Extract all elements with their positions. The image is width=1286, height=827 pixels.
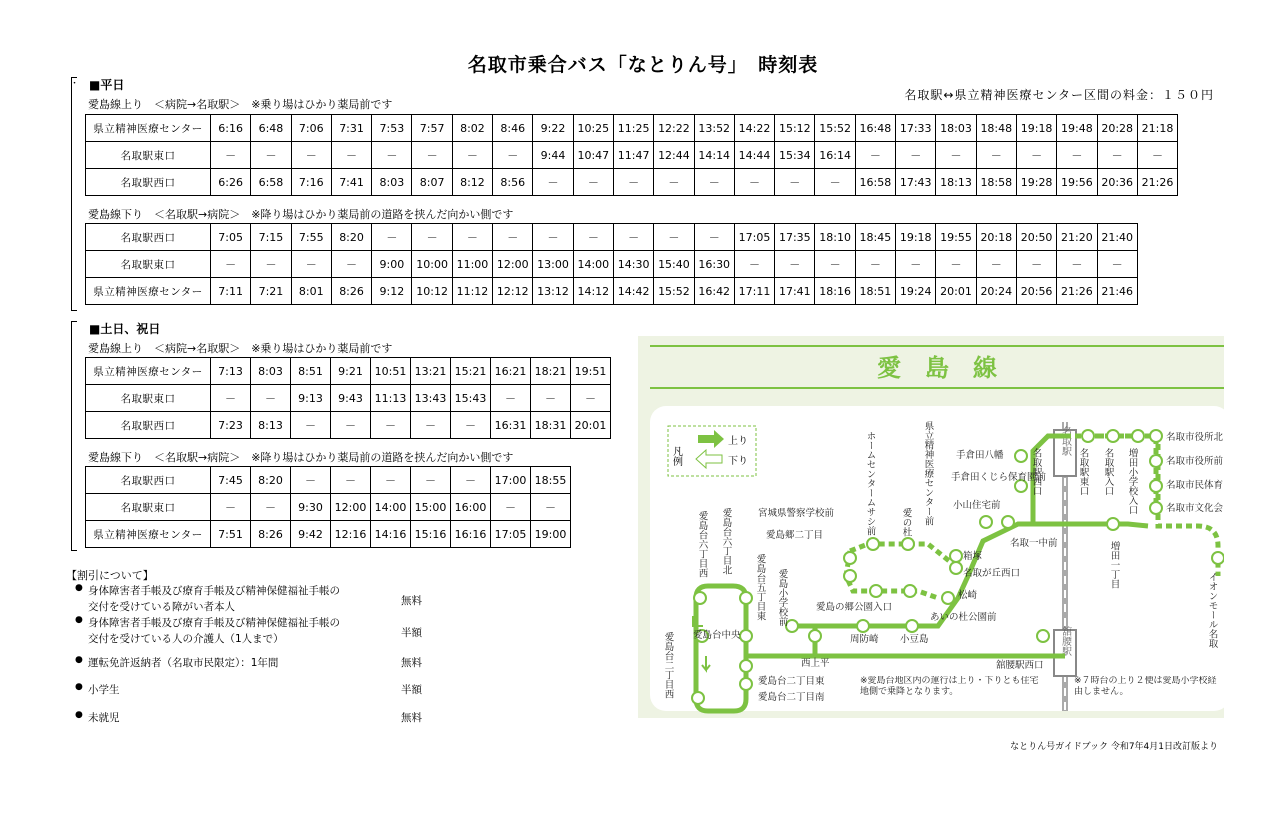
time-cell: 8:03 (251, 358, 291, 385)
time-cell: － (734, 169, 774, 196)
bracket-dot: ・ (70, 79, 80, 89)
time-cell: － (451, 467, 491, 494)
time-cell: － (251, 142, 291, 169)
stop-masuda-2: 増田一丁目 (1108, 541, 1120, 589)
time-cell: 6:48 (251, 115, 291, 142)
stop-hakozuka: 箱塚 (963, 551, 983, 562)
discount-fee: 半額 (401, 627, 422, 639)
stop-nishikamihira: 西上平 (801, 658, 830, 669)
page-title: 名取市乗合バス「なとりん号」 時刻表 (467, 54, 819, 76)
time-cell: 18:16 (815, 278, 855, 305)
stop-name-cell: 名取駅東口 (86, 251, 211, 278)
time-cell: － (654, 169, 694, 196)
holiday-down-table (85, 466, 571, 548)
time-cell: 21:46 (1097, 278, 1137, 305)
stop-name-cell: 名取駅西口 (86, 169, 211, 196)
time-cell: － (613, 224, 653, 251)
legend-down: 下り (728, 456, 748, 467)
weekday-down-caption: 愛島線下り ＜名取駅→病院＞ ※降り場はひかり薬局前の道路を挟んだ向かい側です (88, 208, 514, 221)
stop-mezashi-go: 愛島郷二丁目 (766, 530, 824, 541)
time-cell: 13:12 (533, 278, 573, 305)
timetable-row (86, 494, 571, 521)
time-cell: 21:26 (1057, 278, 1097, 305)
time-cell: 21:40 (1097, 224, 1137, 251)
time-cell: － (855, 142, 895, 169)
time-cell: 17:33 (896, 115, 936, 142)
time-cell: － (251, 251, 291, 278)
time-cell: － (654, 224, 694, 251)
time-cell: － (694, 169, 734, 196)
time-cell: 6:58 (251, 169, 291, 196)
discount-fee: 無料 (401, 657, 422, 669)
time-cell: 15:34 (775, 142, 815, 169)
time-cell: 8:02 (452, 115, 492, 142)
time-cell: 8:20 (331, 224, 371, 251)
time-cell: 11:13 (371, 385, 411, 412)
time-cell: 16:31 (491, 412, 531, 439)
stop-nichome-s: 愛島台二丁目南 (758, 692, 825, 703)
stop-name-cell: 県立精神医療センター (86, 278, 211, 305)
time-cell: － (493, 224, 533, 251)
time-cell: － (331, 142, 371, 169)
time-cell: － (1097, 142, 1137, 169)
time-cell: － (411, 412, 451, 439)
time-cell: 8:51 (291, 358, 331, 385)
time-cell: 15:40 (654, 251, 694, 278)
time-cell: － (493, 142, 533, 169)
timetable-row (86, 224, 1138, 251)
holiday-up-table (85, 357, 611, 439)
time-cell: 16:00 (451, 494, 491, 521)
stop-name-cell: 名取駅西口 (86, 412, 211, 439)
time-cell: 9:21 (331, 358, 371, 385)
time-cell: 17:11 (734, 278, 774, 305)
stop-name-cell: 県立精神医療センター (86, 521, 211, 548)
time-cell: 8:07 (412, 169, 452, 196)
map-note-1: ※愛島台地区内の運行は上り・下りとも住宅地側で乗降となります。 (860, 676, 1039, 697)
time-cell: 17:43 (896, 169, 936, 196)
time-cell: 8:26 (251, 521, 291, 548)
time-cell: 11:00 (452, 251, 492, 278)
time-cell: － (331, 251, 371, 278)
time-cell: 18:03 (936, 115, 976, 142)
time-cell: 12:22 (654, 115, 694, 142)
time-cell: 18:31 (531, 412, 571, 439)
stop-name-cell: 名取駅西口 (86, 467, 211, 494)
time-cell: － (491, 494, 531, 521)
time-cell: － (411, 467, 451, 494)
stop-mezashi-mori: 愛の杜 (900, 508, 912, 537)
time-cell: 17:05 (734, 224, 774, 251)
time-cell: － (936, 142, 976, 169)
time-cell: － (331, 412, 371, 439)
stop-prefectural: 県立精神医療センター前 (922, 421, 934, 526)
time-cell: － (896, 251, 936, 278)
time-cell: － (452, 224, 492, 251)
time-cell: － (976, 142, 1016, 169)
time-cell: 18:21 (531, 358, 571, 385)
time-cell: － (291, 251, 331, 278)
time-cell: － (371, 467, 411, 494)
time-cell: 7:51 (211, 521, 251, 548)
time-cell: 7:23 (211, 412, 251, 439)
time-cell: － (531, 385, 571, 412)
line-name: 愛 島 線 (877, 354, 997, 382)
time-cell: － (533, 224, 573, 251)
stop-masuda-sho: 増田小学校入口 (1126, 448, 1138, 515)
time-cell: 19:28 (1016, 169, 1056, 196)
time-cell: － (694, 224, 734, 251)
time-cell: 20:18 (976, 224, 1016, 251)
stop-name-cell: 県立精神医療センター (86, 358, 211, 385)
time-cell: 20:28 (1097, 115, 1137, 142)
time-cell: － (211, 142, 251, 169)
time-cell: － (896, 142, 936, 169)
time-cell: 7:31 (331, 115, 371, 142)
stop-city-hall-f: 名取市役所前 (1166, 456, 1224, 467)
time-cell: － (976, 251, 1016, 278)
time-cell: － (251, 494, 291, 521)
timetable-row (86, 142, 1178, 169)
time-cell: － (815, 169, 855, 196)
time-cell: 7:11 (211, 278, 251, 305)
time-cell: 12:00 (331, 494, 371, 521)
time-cell: 8:01 (291, 278, 331, 305)
stop-rokuchome-n: 愛島台六丁目北 (720, 508, 732, 575)
time-cell: 8:56 (493, 169, 533, 196)
weekday-up-caption: 愛島線上り ＜病院→名取駅＞ ※乗り場はひかり薬局前です (88, 98, 393, 111)
time-cell: 7:06 (291, 115, 331, 142)
time-cell: － (936, 251, 976, 278)
time-cell: － (491, 385, 531, 412)
tateshi-station-label: 舘腰駅 (1059, 626, 1071, 656)
time-cell: 14:00 (573, 251, 613, 278)
time-cell: － (1057, 251, 1097, 278)
time-cell: 18:58 (976, 169, 1016, 196)
time-cell: 9:13 (291, 385, 331, 412)
time-cell: 18:48 (976, 115, 1016, 142)
weekday-bracket (70, 77, 80, 311)
time-cell: 7:13 (211, 358, 251, 385)
time-cell: 8:26 (331, 278, 371, 305)
time-cell: 9:12 (372, 278, 412, 305)
time-cell: 20:24 (976, 278, 1016, 305)
stop-name-cell: 名取駅東口 (86, 494, 211, 521)
time-cell: － (1016, 142, 1056, 169)
time-cell: － (573, 169, 613, 196)
time-cell: － (573, 224, 613, 251)
stop-natori-entrance: 名取駅入口 (1102, 448, 1114, 496)
time-cell: 15:21 (451, 358, 491, 385)
time-cell: 20:56 (1016, 278, 1056, 305)
time-cell: 12:12 (493, 278, 533, 305)
time-cell: 17:05 (491, 521, 531, 548)
discount-fee: 無料 (401, 595, 422, 607)
time-cell: 10:00 (412, 251, 452, 278)
time-cell: 7:21 (251, 278, 291, 305)
stop-komamejima: 小豆島 (900, 634, 929, 645)
footer-source: なとりん号ガイドブック 令和7年4月1日改訂版より (1010, 742, 1218, 752)
time-cell: 16:30 (694, 251, 734, 278)
discount-heading: 【割引について】 (66, 569, 154, 582)
time-cell: 19:48 (1057, 115, 1097, 142)
time-cell: 10:25 (573, 115, 613, 142)
time-cell: 9:00 (372, 251, 412, 278)
time-cell: 14:30 (613, 251, 653, 278)
stop-name-cell: 県立精神医療センター (86, 115, 211, 142)
time-cell: 19:18 (1016, 115, 1056, 142)
holiday-down-caption: 愛島線下り ＜名取駅→病院＞ ※降り場はひかり薬局前の道路を挟んだ向かい側です (88, 451, 514, 464)
time-cell: 7:57 (412, 115, 452, 142)
timetable-row (86, 358, 611, 385)
time-cell: 9:30 (291, 494, 331, 521)
timetable-row (86, 412, 611, 439)
time-cell: 18:51 (855, 278, 895, 305)
time-cell: 20:50 (1016, 224, 1056, 251)
route-map-svg (638, 336, 1224, 718)
discount-fee: 無料 (401, 712, 422, 724)
time-cell: 16:58 (855, 169, 895, 196)
time-cell: 17:00 (491, 467, 531, 494)
stop-name-cell: 名取駅西口 (86, 224, 211, 251)
time-cell: － (291, 412, 331, 439)
stop-gochome-e: 愛島台五丁目東 (754, 554, 766, 621)
time-cell: － (571, 385, 611, 412)
time-cell: 7:45 (211, 467, 251, 494)
timetable-row (86, 385, 611, 412)
time-cell: 16:14 (815, 142, 855, 169)
time-cell: 14:22 (734, 115, 774, 142)
time-cell: － (452, 142, 492, 169)
stop-name-cell: 名取駅東口 (86, 142, 211, 169)
stop-suhozaki: 周防崎 (850, 634, 879, 645)
time-cell: － (613, 169, 653, 196)
time-cell: － (211, 385, 251, 412)
stop-name-cell: 名取駅東口 (86, 385, 211, 412)
time-cell: 20:36 (1097, 169, 1137, 196)
time-cell: 8:03 (372, 169, 412, 196)
stop-gaoka: 名取が丘西口 (963, 568, 1021, 579)
time-cell: 10:12 (412, 278, 452, 305)
timetable-row (86, 521, 571, 548)
time-cell: 18:55 (531, 467, 571, 494)
time-cell: 19:51 (571, 358, 611, 385)
time-cell: － (372, 142, 412, 169)
stop-rokuchome-w: 愛島台六丁目西 (696, 511, 708, 578)
time-cell: 7:53 (372, 115, 412, 142)
time-cell: 19:00 (531, 521, 571, 548)
time-cell: － (1097, 251, 1137, 278)
time-cell: － (291, 467, 331, 494)
stop-natori-west: 名取駅西口 (1030, 448, 1042, 496)
weekday-heading: ■平日 (89, 78, 125, 92)
time-cell: － (775, 169, 815, 196)
time-cell: 8:13 (251, 412, 291, 439)
time-cell: 14:44 (734, 142, 774, 169)
time-cell: － (372, 224, 412, 251)
timetable-row (86, 115, 1178, 142)
time-cell: － (1057, 142, 1097, 169)
time-cell: 7:16 (291, 169, 331, 196)
time-cell: 19:56 (1057, 169, 1097, 196)
time-cell: － (531, 494, 571, 521)
legend-up: 上り (728, 436, 748, 447)
stop-natori-ichinaka: 名取一中前 (1010, 538, 1058, 549)
timetable-row (86, 467, 571, 494)
stop-aeon: イオンモール名取 (1206, 572, 1218, 648)
time-cell: 14:14 (694, 142, 734, 169)
stop-culture: 名取市文化会 (1166, 503, 1224, 514)
time-cell: － (533, 169, 573, 196)
time-cell: 15:12 (775, 115, 815, 142)
time-cell: 12:44 (654, 142, 694, 169)
time-cell: 8:12 (452, 169, 492, 196)
time-cell: 20:01 (936, 278, 976, 305)
time-cell: 16:21 (491, 358, 531, 385)
time-cell: 15:43 (451, 385, 491, 412)
holiday-up-caption: 愛島線上り ＜病院→名取駅＞ ※乗り場はひかり薬局前です (88, 342, 393, 355)
time-cell: － (855, 251, 895, 278)
time-cell: － (815, 251, 855, 278)
stop-nichome-e: 愛島台二丁目東 (758, 676, 825, 687)
time-cell: 15:00 (411, 494, 451, 521)
time-cell: 10:47 (573, 142, 613, 169)
stop-gym: 名取市民体育 (1166, 480, 1224, 491)
time-cell: 9:42 (291, 521, 331, 548)
stop-center: 愛島台中央 (693, 630, 741, 641)
time-cell: － (211, 494, 251, 521)
time-cell: － (1137, 142, 1177, 169)
stop-natori-east: 名取駅東口 (1077, 448, 1089, 496)
time-cell: 7:15 (251, 224, 291, 251)
time-cell: 9:43 (331, 385, 371, 412)
time-cell: 19:24 (896, 278, 936, 305)
time-cell: 18:13 (936, 169, 976, 196)
time-cell: － (291, 142, 331, 169)
time-cell: 17:35 (775, 224, 815, 251)
time-cell: 9:22 (533, 115, 573, 142)
time-cell: － (371, 412, 411, 439)
time-cell: 12:00 (493, 251, 533, 278)
stop-ainomori-park: あいの杜公園前 (930, 612, 997, 623)
weekday-down-table (85, 223, 1138, 305)
time-cell: 16:42 (694, 278, 734, 305)
stop-tateshi-west: 舘腰駅西口 (996, 660, 1044, 671)
holiday-heading: ■土日、祝日 (89, 322, 161, 336)
stop-home-center: ホームセンタームサシ前 (864, 431, 876, 536)
time-cell: － (775, 251, 815, 278)
time-cell: － (412, 142, 452, 169)
time-cell: 8:46 (493, 115, 533, 142)
time-cell: 8:20 (251, 467, 291, 494)
time-cell: 11:47 (613, 142, 653, 169)
time-cell: 13:00 (533, 251, 573, 278)
stop-matsusaki: 松崎 (958, 590, 978, 601)
time-cell: － (211, 251, 251, 278)
time-cell: 6:26 (211, 169, 251, 196)
time-cell: 14:42 (613, 278, 653, 305)
weekday-up-table (85, 114, 1178, 196)
time-cell: － (412, 224, 452, 251)
discount-fee: 半額 (401, 684, 422, 696)
timetable-row (86, 278, 1138, 305)
time-cell: 21:26 (1137, 169, 1177, 196)
holiday-bracket (71, 321, 77, 551)
time-cell: 13:21 (411, 358, 451, 385)
stop-tekurada-kujira: 手倉田くじら保育園前 (951, 472, 1047, 483)
time-cell: 7:41 (331, 169, 371, 196)
route-map (638, 336, 1224, 718)
time-cell: 17:41 (775, 278, 815, 305)
legend-title: 凡例 (670, 446, 682, 466)
time-cell: 20:01 (571, 412, 611, 439)
stop-koyama: 小山住宅前 (953, 500, 1001, 511)
time-cell: 19:18 (896, 224, 936, 251)
stop-nichome-w: 愛島台二丁目西 (662, 632, 674, 699)
time-cell: － (451, 412, 491, 439)
timetable-row (86, 169, 1178, 196)
time-cell: 12:16 (331, 521, 371, 548)
time-cell: 6:16 (211, 115, 251, 142)
time-cell: 18:45 (855, 224, 895, 251)
time-cell: 16:48 (855, 115, 895, 142)
stop-city-hall-n: 名取市役所北 (1166, 432, 1224, 443)
time-cell: 14:12 (573, 278, 613, 305)
time-cell: 18:10 (815, 224, 855, 251)
time-cell: － (734, 251, 774, 278)
stop-tekurada: 手倉田八幡 (956, 450, 1004, 461)
time-cell: 11:12 (452, 278, 492, 305)
time-cell: 15:52 (815, 115, 855, 142)
natori-station-label: 名取駅 (1059, 426, 1071, 456)
time-cell: － (251, 385, 291, 412)
time-cell: 21:20 (1057, 224, 1097, 251)
time-cell: 16:16 (451, 521, 491, 548)
time-cell: 15:16 (411, 521, 451, 548)
stop-park-entrance: 愛島の郷公園入口 (816, 602, 893, 613)
time-cell: 14:16 (371, 521, 411, 548)
time-cell: 19:55 (936, 224, 976, 251)
time-cell: 13:52 (694, 115, 734, 142)
time-cell: 15:52 (654, 278, 694, 305)
time-cell: 11:25 (613, 115, 653, 142)
timetable-row (86, 251, 1138, 278)
time-cell: 14:00 (371, 494, 411, 521)
map-note-2: ※７時台の上り２便は愛島小学校経由しません。 (1074, 676, 1217, 697)
time-cell: 13:43 (411, 385, 451, 412)
stop-police: 宮城県警察学校前 (758, 508, 835, 519)
time-cell: － (1016, 251, 1056, 278)
stop-elementary: 愛島小学校前 (776, 569, 788, 626)
time-cell: 7:05 (211, 224, 251, 251)
time-cell: 7:55 (291, 224, 331, 251)
time-cell: 21:18 (1137, 115, 1177, 142)
fare-note: 名取駅↔県立精神医療センター区間の料金：１５０円 (904, 88, 1214, 102)
time-cell: 10:51 (371, 358, 411, 385)
time-cell: 9:44 (533, 142, 573, 169)
time-cell: － (331, 467, 371, 494)
